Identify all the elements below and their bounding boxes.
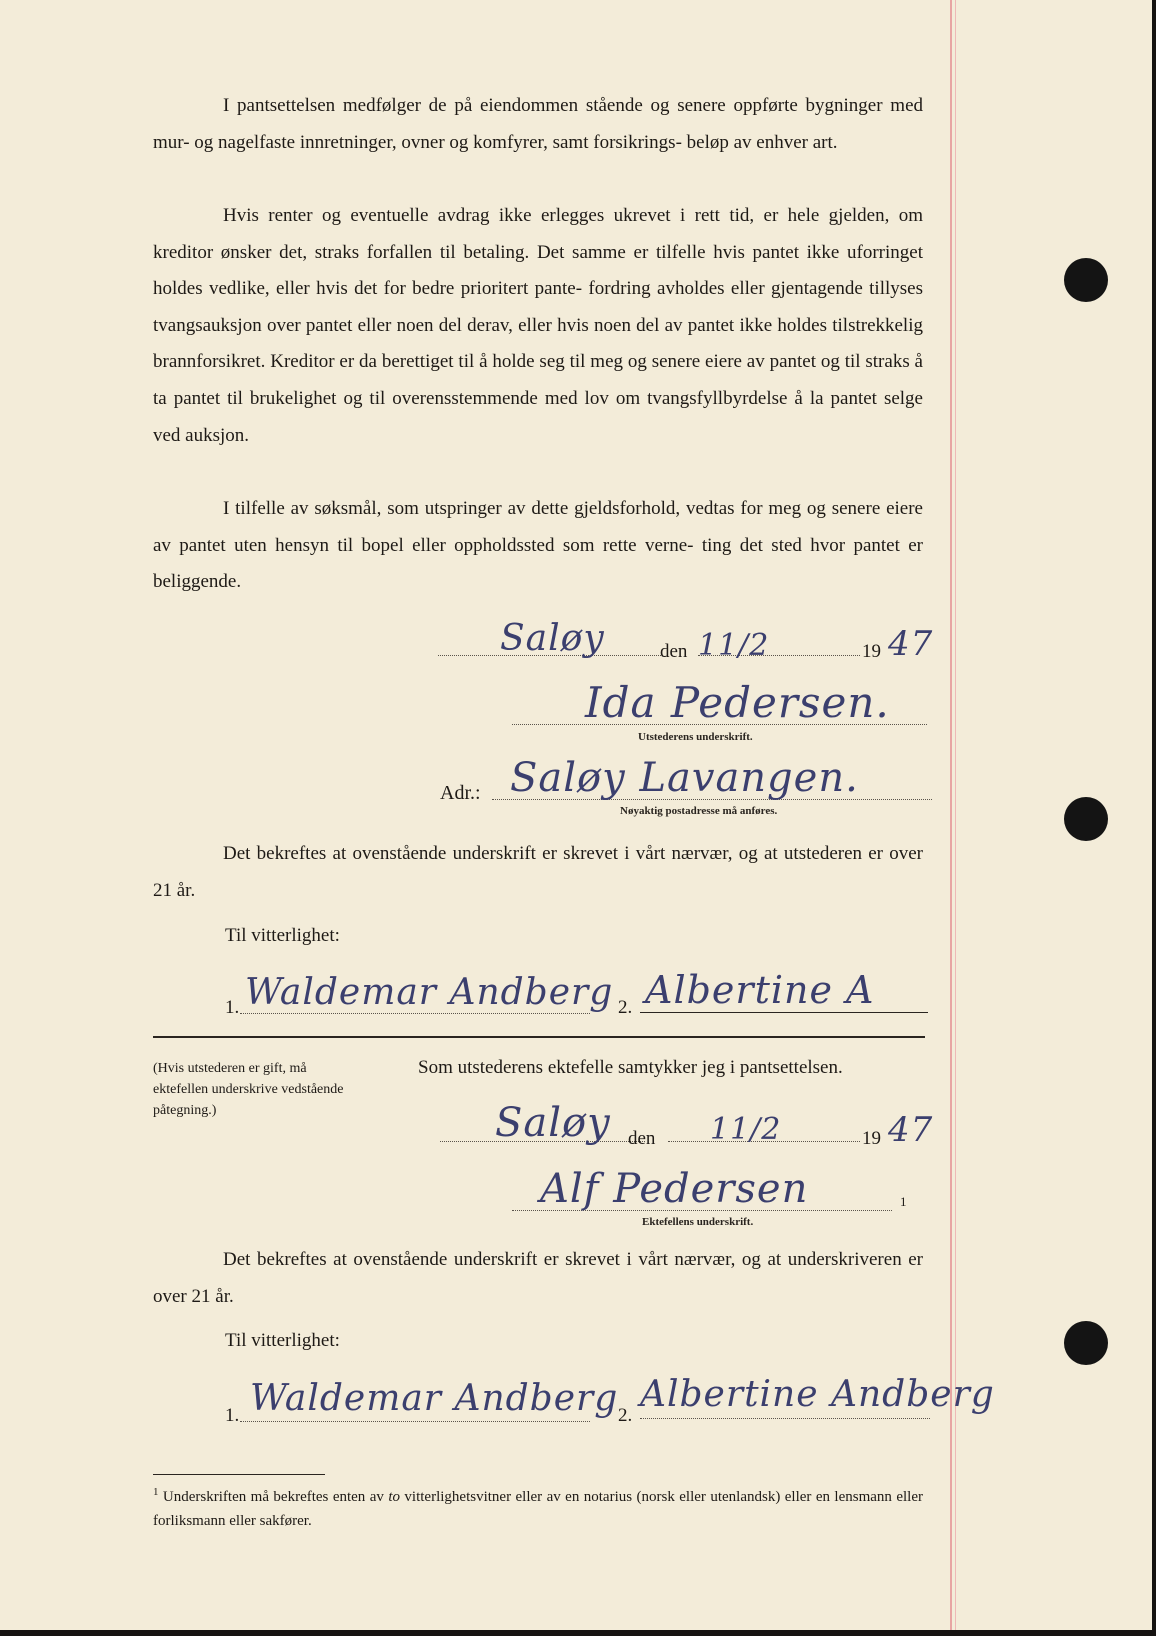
year-prefix: 19 — [862, 641, 881, 662]
spouse-date-handwritten: 11/2 — [710, 1112, 782, 1147]
witness-1-line — [240, 1013, 590, 1014]
witness-1-signature: Waldemar Andberg — [245, 972, 614, 1013]
witness-2b-signature: Albertine Andberg — [640, 1374, 995, 1415]
spouse-place-handwritten: Saløy — [495, 1100, 611, 1146]
witness-label-2: Til vitterlighet: — [225, 1330, 340, 1351]
footnote-text-before: Underskriften må bekreftes enten av — [158, 1489, 389, 1505]
issuer-signature-caption: Utstederens underskrift. — [638, 731, 753, 743]
witness-2a-line — [240, 1421, 590, 1422]
den-label: den — [660, 641, 688, 662]
footnote-rule — [153, 1474, 325, 1475]
witness-1-number: 1. — [225, 997, 240, 1018]
witness-label: Til vitterlighet: — [225, 925, 340, 946]
spouse-year-handwritten: 47 — [888, 1110, 934, 1150]
footnote-text-after: vitterlighetsvitner eller av en notarius (norsk eller utenlandsk) eller en lensmann eller forliksmann eller sakfører. — [153, 1489, 923, 1529]
spouse-signature-caption: Ektefellens underskrift. — [642, 1216, 754, 1228]
witness-2b-line — [640, 1418, 930, 1419]
witness-2a-signature: Waldemar Andberg — [250, 1378, 619, 1419]
spouse-consent-text: Som utstederens ektefelle samtykker jeg i pantsettelsen. — [418, 1057, 843, 1078]
address-label: Adr.: — [440, 782, 481, 804]
address-handwritten: Saløy Lavangen. — [510, 755, 859, 801]
witness-2b-number: 2. — [618, 1405, 633, 1426]
issuer-date-handwritten: 11/2 — [698, 628, 770, 663]
spouse-den-label: den — [628, 1128, 656, 1149]
paragraph-default-terms: Hvis renter og eventuelle avdrag ikke erlegges ukrevet i rett tid, er hele gjelden, om kreditor ønsker det, straks forfallen til betaling. Det samme er tilfelle hvis pantet ikke uforringet holdes vedlike, eller hvis det for bedre prioritert pante- fordring avholdes eller gjentagende tillyses tvangsauksjon over pantet eller noen del derav, eller hvis noen del av pantet ikke holdes tilstrekkelig brannforsikret. Kreditor er da berettiget til å holde seg til meg og senere eiere av pantet og til straks å ta pantet til brukelighet og til overensstemmende med lov om tvangsfyllbyrdelse å la pantet selge ved auksjon. — [153, 205, 923, 446]
issuer-signature-handwritten: Ida Pedersen. — [585, 678, 890, 727]
witness-2-number: 2. — [618, 997, 633, 1018]
witness-2-line — [640, 1012, 928, 1013]
witness-2-signature: Albertine A — [645, 968, 875, 1012]
spouse-footnote-mark: 1 — [900, 1194, 907, 1209]
punch-hole-top — [1064, 258, 1108, 302]
footnote-mark: 1 — [153, 1486, 159, 1498]
paragraph-venue: I tilfelle av søksmål, som utspringer av dette gjeldsforhold, vedtas for meg og senere eiere av pantet uten hensyn til bopel eller oppholdssted som rette verne- ting det sted hvor pantet er beliggende. — [153, 498, 923, 593]
footnote — [153, 1480, 923, 1533]
witness-2a-number: 1. — [225, 1405, 240, 1426]
spouse-signature-handwritten: Alf Pedersen — [540, 1166, 809, 1212]
spouse-year-prefix: 19 — [862, 1128, 881, 1149]
punch-hole-middle — [1064, 797, 1108, 841]
paragraph-pledge-inclusions: I pantsettelsen medfølger de på eiendommen stående og senere oppførte bygninger med mur- og nagelfaste innretninger, ovner og komfyrer, samt forsikrings- beløp av enhver art. — [153, 95, 923, 153]
issuer-year-handwritten: 47 — [888, 624, 934, 664]
issuer-place-handwritten: Saløy — [500, 618, 605, 659]
spouse-instruction-note: (Hvis utstederen er gift, må ektefellen underskrive vedstående påtegning.) — [153, 1061, 344, 1118]
confirmation-text-issuer: Det bekreftes at ovenstående underskrift er skrevet i vårt nærvær, og at utstederen er over 21 år. — [153, 843, 923, 901]
punch-hole-bottom — [1064, 1321, 1108, 1365]
address-caption: Nøyaktig postadresse må anføres. — [620, 805, 778, 817]
confirmation-text-spouse: Det bekreftes at ovenstående underskrift er skrevet i vårt nærvær, og at underskriveren er over 21 år. — [153, 1249, 923, 1307]
footnote-emphasis: to — [388, 1489, 400, 1505]
section-divider — [153, 1036, 925, 1038]
